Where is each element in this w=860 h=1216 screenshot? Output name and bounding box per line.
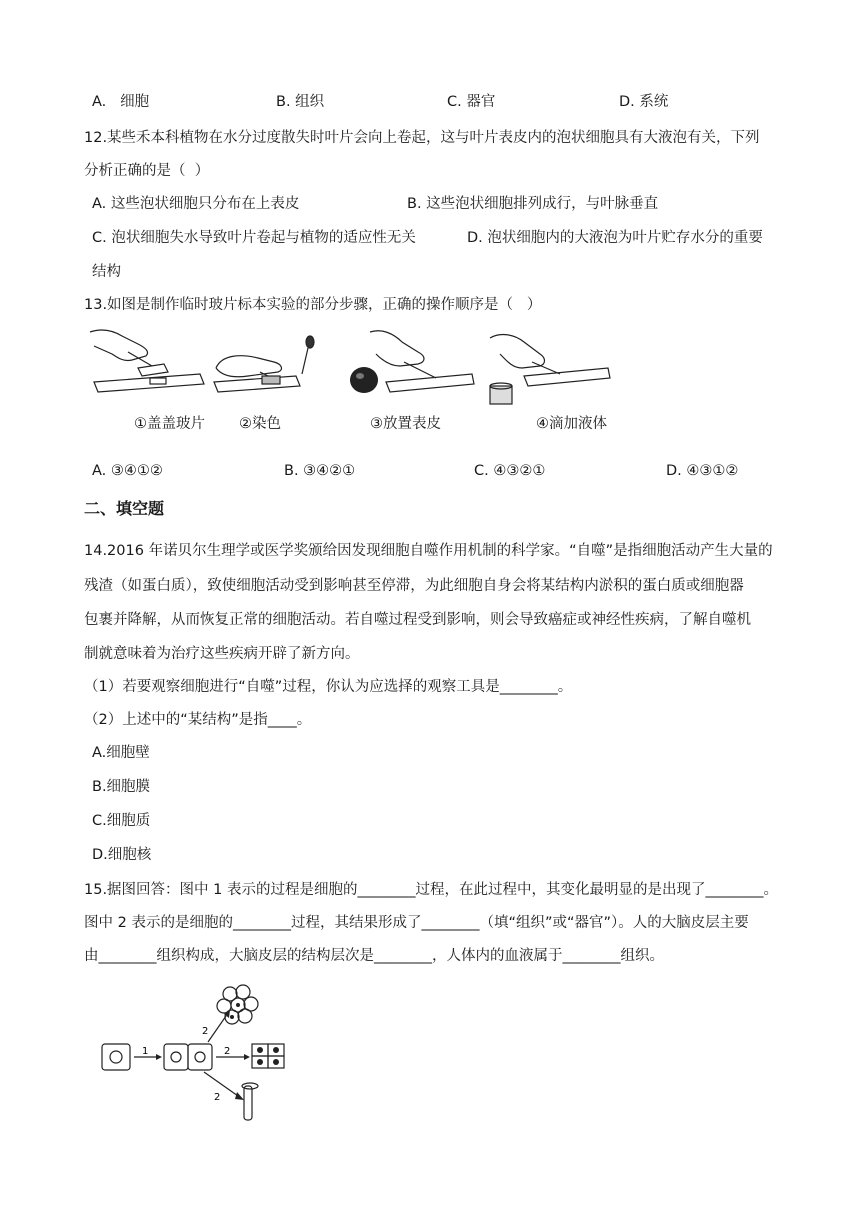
step2-staining-illustration (212, 328, 332, 396)
q12-stem-line1: 12.某些禾本科植物在水分过度散失时叶片会向上卷起，这与叶片表皮内的泡状细胞具有大液泡有关，下列 (84, 130, 760, 146)
step4-add-liquid-illustration (484, 328, 614, 408)
q12-option-d: D. 泡状细胞内的大液泡为叶片贮存水分的重要 (467, 230, 763, 246)
step2-caption: ②染色 (239, 416, 281, 432)
q12-option-c: C. 泡状细胞失水导致叶片卷起与植物的适应性无关 (92, 230, 416, 246)
q12-option-b: B. 这些泡状细胞排列成行，与叶脉垂直 (407, 196, 659, 212)
step3-place-epidermis-illustration (346, 328, 476, 402)
q14-line1: 14.2016 年诺贝尔生理学或医学奖颁给因发现细胞自噬作用机制的科学家。“自噬”是指细胞活动产生大量的 (84, 543, 773, 559)
q15-line3: 由________组织构成，大脑皮层的结构层次是________，人体内的血液属于________组织。 (84, 948, 664, 964)
arrow2-label-up: 2 (202, 1026, 209, 1037)
q11-option-d: D. 系统 (619, 94, 669, 110)
q14-line4: 制就意味着为治疗这些疾病开辟了新方向。 (84, 646, 360, 662)
arrow2-label-down: 2 (214, 1092, 221, 1103)
q11-option-c: C. 器官 (447, 94, 496, 110)
step1-caption: ①盖盖玻片 (134, 416, 205, 432)
arrow2-label-right: 2 (224, 1046, 231, 1057)
q14-option-a: A.细胞壁 (92, 745, 150, 761)
section-heading: 二、填空题 (84, 499, 165, 518)
q13-option-c: C. ④③②① (474, 463, 546, 479)
q13-option-d: D. ④③①② (666, 463, 739, 479)
q11-option-a: A. 细胞 (92, 94, 150, 110)
q14-line2: 残渣（如蛋白质），致使细胞活动受到影响甚至停滞，为此细胞自身会将某结构内淤积的蛋白质或细胞器 (84, 578, 744, 594)
q13-option-a: A. ③④①② (92, 463, 163, 479)
q12-option-a: A. 这些泡状细胞只分布在上表皮 (92, 196, 300, 212)
q14-option-b: B.细胞膜 (92, 779, 151, 795)
q14-option-d: D.细胞核 (92, 847, 152, 863)
q14-line3: 包裹并降解，从而恢复正常的细胞活动。若自噬过程受到影响，则会导致癌症或神经性疾病，了解自噬机 (84, 612, 751, 628)
q14-option-c: C.细胞质 (92, 813, 151, 829)
q14-subquestion-1: （1）若要观察细胞进行“自噬”过程，你认为应选择的观察工具是________。 (84, 679, 573, 695)
step4-caption: ④滴加液体 (536, 416, 607, 432)
q12-stem-line2: 分析正确的是（ ） (84, 163, 210, 179)
cell-differentiation-diagram (98, 982, 298, 1122)
step1-cover-slip-illustration (88, 326, 208, 396)
arrow1-label: 1 (142, 1046, 149, 1057)
q15-line1: 15.据图回答：图中 1 表示的过程是细胞的________过程，在此过程中，其变化最明显的是出现了________。 (84, 882, 778, 898)
q12-option-d-continued: 结构 (92, 264, 121, 280)
q15-line2: 图中 2 表示的是细胞的________过程，其结果形成了________（填“组织”或“器官”）。人的大脑皮层主要 (84, 915, 749, 931)
q13-stem: 13.如图是制作临时玻片标本实验的部分步骤，正确的操作顺序是（ ） (84, 297, 542, 313)
q13-option-b: B. ③④②① (284, 463, 356, 479)
step3-caption: ③放置表皮 (370, 416, 441, 432)
q14-subquestion-2: （2）上述中的“某结构”是指____。 (84, 712, 312, 728)
q11-option-b: B. 组织 (276, 94, 325, 110)
